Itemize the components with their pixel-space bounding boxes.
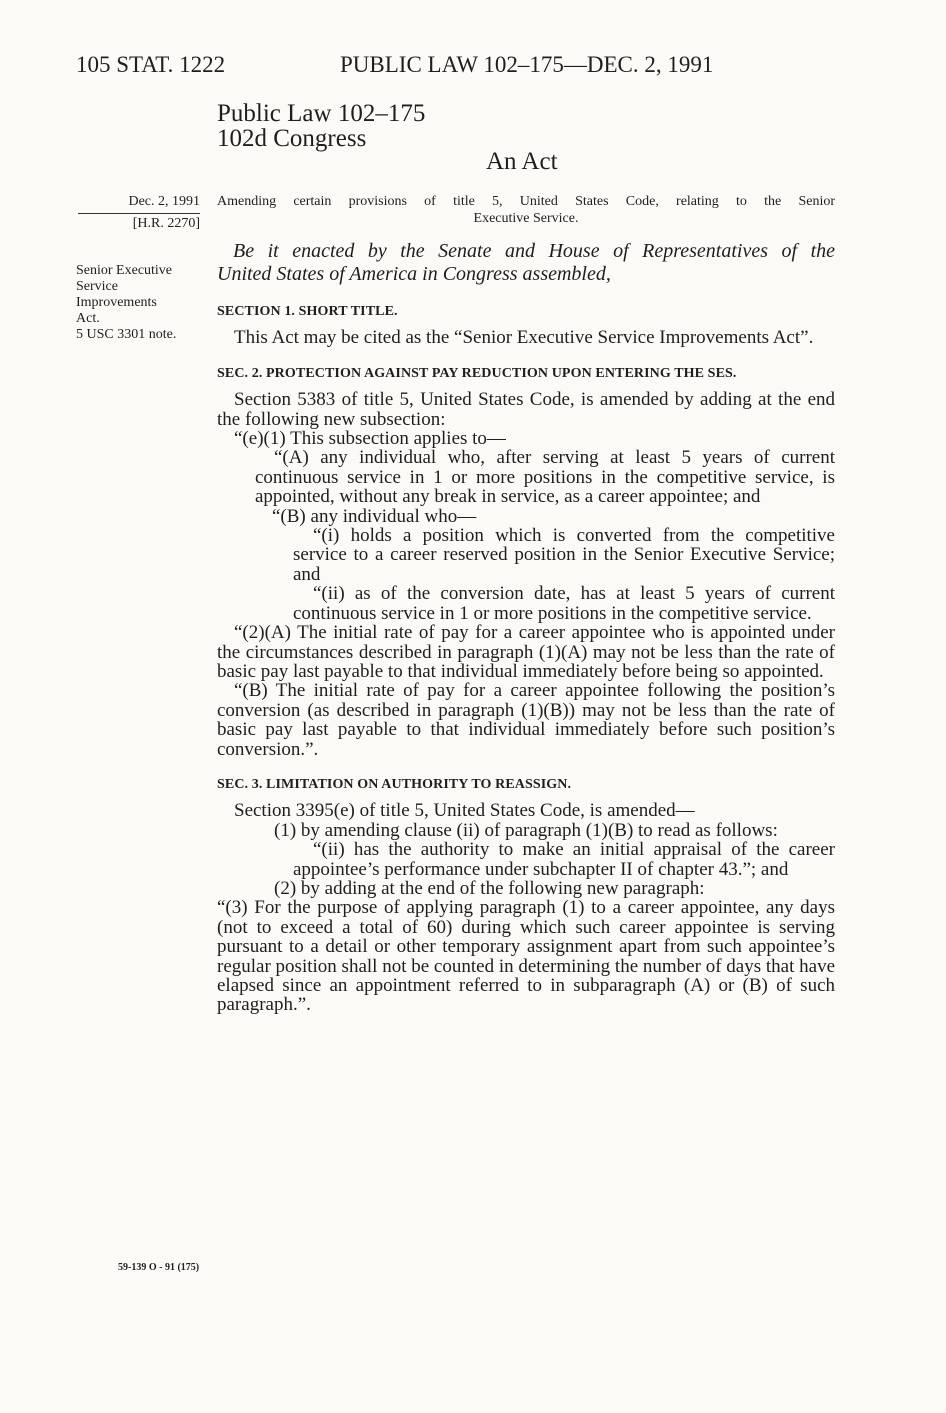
margin-note-line: Act. — [76, 311, 100, 326]
purpose-line-1: Amending certain provisions of title 5, United States Code, relating to the Senior — [217, 194, 835, 209]
margin-note-line: Improvements — [76, 295, 157, 310]
section-2-heading: SEC. 2. PROTECTION AGAINST PAY REDUCTION UPON ENTERING THE SES. — [217, 365, 737, 381]
congress-number: 102d Congress — [217, 125, 367, 152]
page-stat-number: 105 STAT. 1222 — [76, 52, 226, 77]
clause-B-i: “(i) holds a position which is converted from the competitive service to a career reserved position in the Senior Executive Service; and — [293, 525, 835, 585]
section-3-paragraph-3: “(3) For the purpose of applying paragraph (1) to a career appointee, any days (not to exceed a total of 60) during which such career appointee is serving pursuant to a detail or other temporary assignment apart from such appointee’s regular position shall not be counted in determining the number of days that have elapsed since an appointment referred to in subparagraph (A) or (B) of such paragraph.”. — [217, 897, 835, 1016]
paragraph-2A: “(2)(A) The initial rate of pay for a career appointee who is appointed under the circumstances described in paragraph (1)(A) may not be less than the rate of basic pay last payable to that individual immediately before being so appointed. — [217, 622, 835, 682]
clause-A: “(A) any individual who, after serving at least 5 years of current continuous service in 1 or more positions in the competitive service, is appointed, without any break in service, as a career appointee; and — [255, 447, 835, 508]
margin-note — [76, 263, 210, 343]
section-3-heading: SEC. 3. LIMITATION ON AUTHORITY TO REASSIGN. — [217, 776, 572, 792]
margin-date-block — [78, 194, 200, 232]
section-3-item-1: (1) by amending clause (ii) of paragraph (1)(B) to read as follows: — [274, 819, 778, 841]
running-header: PUBLIC LAW 102–175—DEC. 2, 1991 — [340, 52, 714, 77]
enacting-clause-line-1: Be it enacted by the Senate and House of Representatives of the — [233, 240, 835, 262]
section-2-intro: Section 5383 of title 5, United States Code, is amended by adding at the end the following new subsection: — [217, 389, 835, 430]
section-3-intro: Section 3395(e) of title 5, United States Code, is amended— — [234, 800, 695, 822]
bill-number: [H.R. 2270] — [132, 216, 200, 231]
purpose-line-2: Executive Service. — [473, 211, 579, 226]
subsection-e1: “(e)(1) This subsection applies to— — [234, 428, 506, 450]
clause-B-ii: “(ii) as of the conversion date, has at least 5 years of current continuous service in 1 or more positions in the competitive service. — [293, 583, 835, 624]
paragraph-2B: “(B) The initial rate of pay for a career appointee following the position’s conversion (as described in paragraph (1)(B)) may not be less than the rate of basic pay last payable to that individual immediately before such position’s conversion.”. — [217, 680, 835, 760]
enactment-date: Dec. 2, 1991 — [128, 194, 200, 209]
clause-B: “(B) any individual who— — [272, 505, 477, 527]
margin-note-line: 5 USC 3301 note. — [76, 327, 177, 342]
margin-divider — [78, 213, 200, 214]
document-body — [217, 240, 835, 1015]
margin-note-line: Service — [76, 279, 118, 294]
act-heading: An Act — [486, 148, 558, 175]
section-3-item-2: (2) by adding at the end of the following new paragraph: — [274, 877, 705, 899]
public-law-number: Public Law 102–175 — [217, 100, 426, 127]
enacting-clause-line-2: United States of America in Congress assembled, — [217, 263, 611, 285]
margin-note-line: Senior Executive — [76, 263, 173, 278]
section-1-text: This Act may be cited as the “Senior Executive Service Improvements Act”. — [234, 327, 814, 349]
public-law-title — [217, 101, 425, 151]
print-code: 59-139 O - 91 (175) — [118, 1262, 200, 1273]
section-1-heading: SECTION 1. SHORT TITLE. — [217, 304, 398, 319]
section-3-quoted-clause: “(ii) has the authority to make an initial appraisal of the career appointee’s performance under subchapter II of chapter 43.”; and — [293, 839, 835, 880]
purpose-statement — [217, 193, 835, 227]
